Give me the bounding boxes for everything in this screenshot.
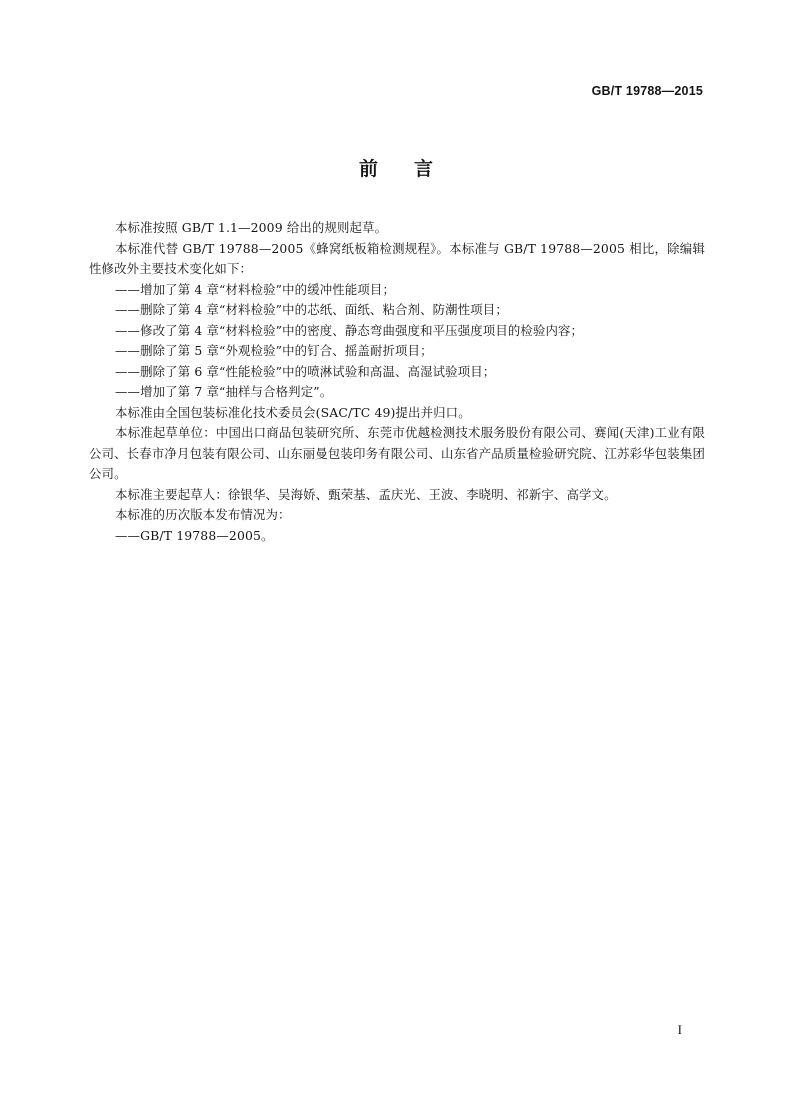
page-title: 前言 bbox=[358, 158, 469, 180]
paragraph-proposing-body: 本标准由全国包装标准化技术委员会(SAC/TC 49)提出并归口。 bbox=[115, 404, 471, 420]
paragraph-drafters: 本标准主要起草人：徐银华、吴海娇、甄荣基、孟庆光、王波、李晓明、祁新宇、高学文。 bbox=[115, 486, 617, 502]
paragraph-drafting-rules: 本标准按照 GB/T 1.1—2009 给出的规则起草。 bbox=[115, 220, 388, 235]
paragraph-drafting-units: 本标准起草单位：中国出口商品包装研究所、东莞市优越检测技术服务股份有限公司、赛闻(天津)工业有限公司、长春市净月包装有限公司、山东丽曼包装印务有限公司、山东省产品质量检验研究院、江苏彩华包装集团公司。 bbox=[89, 425, 705, 481]
previous-version-item: ——GB/T 19788—2005。 bbox=[115, 527, 274, 543]
standard-number-header: GB/T 19788—2015 bbox=[591, 84, 703, 98]
change-item: ——增加了第 7 章“抽样与合格判定”。 bbox=[115, 384, 333, 399]
change-item: ——删除了第 4 章“材料检验”中的芯纸、面纸、粘合剂、防潮性项目； bbox=[115, 302, 508, 317]
foreword-body bbox=[89, 218, 705, 546]
change-item: ——增加了第 4 章“材料检验”中的缓冲性能项目； bbox=[115, 281, 395, 297]
page-number: I bbox=[677, 1022, 682, 1037]
paragraph-replacement-note: 本标准代替 GB/T 19788—2005《蜂窝纸板箱检测规程》。本标准与 GB/T 19788—2005 相比，除编辑性修改外主要技术变化如下： bbox=[89, 240, 705, 276]
paragraph-version-history: 本标准的历次版本发布情况为： bbox=[115, 507, 291, 522]
change-item: ——修改了第 4 章“材料检验”中的密度、静态弯曲强度和平压强度项目的检验内容； bbox=[115, 322, 584, 338]
change-item: ——删除了第 6 章“性能检验”中的喷淋试验和高温、高湿试验项目； bbox=[115, 363, 496, 379]
change-item: ——删除了第 5 章“外观检验”中的钉合、摇盖耐折项目； bbox=[115, 343, 433, 358]
